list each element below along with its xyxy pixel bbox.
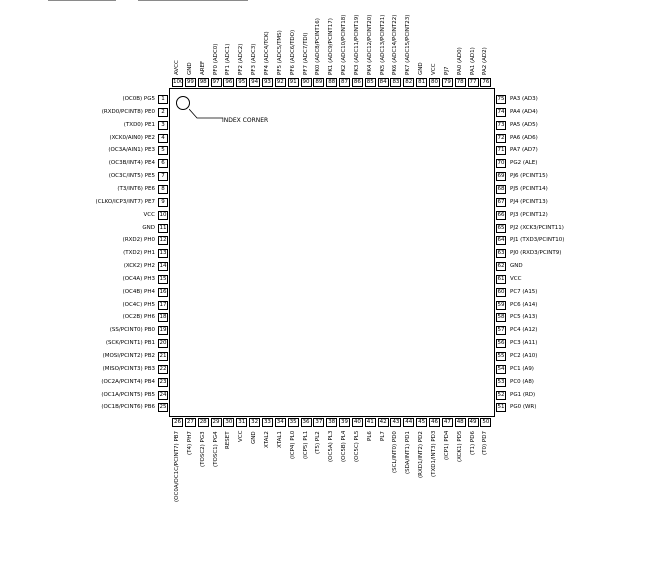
pin-label: PF2 (ADC2) (238, 43, 245, 75)
pin-label: PC1 (A9) (510, 365, 534, 372)
pin-label: (OC4A) PH3 (122, 275, 155, 282)
pin-label: PL6 (366, 431, 373, 441)
pin-label: GND (510, 263, 523, 270)
pin-number: 53 (497, 378, 505, 385)
pin-number: 43 (392, 419, 400, 425)
pin-label: XTAL1 (276, 431, 283, 448)
pin-number: 98 (199, 79, 207, 85)
pin-number: 15 (159, 275, 167, 282)
pin-label: PC6 (A14) (510, 301, 538, 308)
pin-label: PJ3 (PCINT12) (510, 211, 548, 218)
pin-label: (OC4C) PH5 (122, 301, 155, 308)
pin-label: (T5) PL2 (315, 431, 322, 454)
pin-label: GND (186, 62, 193, 75)
pin-number: 73 (497, 121, 505, 128)
pin-number: 57 (497, 327, 505, 334)
pin-number: 29 (212, 419, 220, 425)
pin-number: 54 (497, 365, 505, 372)
pin-label: PJ1 (TXD3/PCINT10) (510, 237, 565, 244)
pin-number: 95 (238, 79, 246, 85)
pin-number: 35 (289, 419, 297, 425)
pin-label: GND (418, 62, 425, 75)
pin-label: PF5 (ADC5/TMS) (276, 30, 283, 75)
pin-number: 71 (497, 147, 505, 154)
pin-number: 28 (199, 419, 207, 425)
pin-number: 66 (497, 211, 505, 218)
pin-number: 21 (159, 353, 167, 359)
pin-label: PC4 (A12) (510, 327, 538, 334)
pin-label: (OC1B/PCINT6) PB6 (101, 404, 155, 411)
pin-number: 1 (158, 95, 168, 104)
pin-label: PK2 (ADC10/PCINT18) (341, 14, 348, 75)
pin-label: PK1 (ADC9/PCINT17) (328, 18, 335, 75)
pin-label: (ICP5) PL1 (302, 430, 309, 459)
pin-label: PL7 (379, 431, 386, 441)
pin-number: 96 (225, 79, 233, 85)
pin-number: 50 (482, 419, 490, 425)
pin-number: 76 (482, 79, 490, 85)
pin-label: PA6 (AD6) (510, 134, 538, 141)
pin-number: 32 (251, 419, 259, 425)
pin-label: (TXD2) PH1 (123, 250, 155, 257)
pin-label: (OC0B) PG5 (122, 96, 155, 102)
pin-number: 26 (174, 419, 181, 425)
pin-number: 86 (353, 79, 361, 85)
pin-label: (OC3B/INT4) PE4 (108, 160, 155, 167)
pin-label: PG2 (ALE) (510, 160, 538, 167)
pin-number: 20 (159, 340, 167, 347)
pin-number: 80 (431, 79, 438, 85)
pin-number: 65 (497, 224, 505, 231)
pin-label: (RXD1/INT2) PD2 (418, 431, 425, 478)
pin-number: 97 (212, 79, 220, 85)
pin-label: (T1) PD6 (469, 431, 476, 455)
pin-number: 87 (341, 79, 349, 85)
top-rule-left (48, 0, 116, 1)
pin-number: 58 (497, 314, 505, 321)
pin-number: 11 (159, 224, 167, 231)
pin-number: 67 (497, 198, 505, 205)
pin-label: PG0 (WR) (510, 404, 537, 411)
pin-number: 68 (497, 185, 505, 192)
pin-number: 17 (159, 301, 167, 308)
pin-number: 59 (497, 301, 505, 308)
pin-number: 40 (353, 419, 361, 425)
pin-number: 72 (497, 134, 505, 141)
pin-label: (TXD1/INT3) PD3 (431, 430, 437, 477)
pin-label: PF4 (ADC4/TCK) (263, 31, 270, 75)
pin-label: PA4 (AD4) (510, 108, 538, 115)
pin-label: PC5 (A13) (510, 314, 538, 321)
pin-label: (CLKO/ICP3/INT7) PE7 (95, 198, 155, 205)
pin-number: 46 (431, 419, 438, 425)
pin-number: 60 (497, 288, 505, 295)
pin-number: 16 (159, 288, 167, 295)
pin-number: 47 (443, 419, 451, 425)
pin-number: 42 (379, 419, 387, 425)
pin-number: 22 (159, 365, 167, 372)
pin-number: 63 (497, 250, 505, 257)
pin-label: PF0 (ADC0) (212, 43, 219, 75)
pin-label: PK4 (ADC12/PCINT20) (366, 14, 373, 75)
pin-label: (SCK/PCINT1) PB1 (105, 340, 155, 347)
top-rule-right (138, 0, 248, 1)
pin-number: 62 (497, 263, 505, 270)
pin-number: 75 (497, 96, 505, 102)
pin-number: 83 (392, 79, 400, 85)
pin-label: (OC2A/PCINT4) PB4 (101, 378, 155, 385)
pin-number: 70 (497, 160, 505, 167)
pin-number: 90 (302, 79, 310, 85)
pin-number: 64 (497, 237, 505, 244)
pin-label: VCC (143, 211, 155, 218)
pin-number: 82 (405, 79, 413, 85)
pin-label: (SDA/INT1) PD1 (405, 431, 412, 474)
pin-label: PK3 (ADC11/PCINT19) (353, 14, 360, 75)
pin-label: PF3 (ADC3) (251, 43, 258, 75)
pin-label: (OC5C) PL5 (353, 430, 360, 462)
pin-label: (TXD0) PE1 (123, 121, 155, 128)
pin-label: (SCL/INT0) PD0 (392, 431, 399, 473)
pin-number: 56 (497, 340, 505, 347)
pin-label: VCC (510, 275, 522, 282)
pin-label: PK5 (ADC13/PCINT21) (379, 14, 386, 75)
pin-label: PF7 (ADC7/TDI) (302, 32, 309, 75)
pin-label: (OC4B) PH4 (122, 288, 155, 295)
pin-label: RESET (225, 431, 232, 449)
pin-number: 81 (418, 79, 426, 85)
pin-number: 12 (159, 237, 167, 244)
pin-number: 7 (158, 172, 168, 181)
pin-label: (OC5A) PL3 (328, 430, 335, 462)
pin-number: 92 (276, 79, 284, 85)
pin-number: 18 (159, 314, 167, 321)
pin-number: 88 (328, 79, 336, 85)
pin-number: 94 (251, 79, 259, 85)
pin-number: 100 (173, 79, 184, 85)
pin-label: GND (142, 224, 155, 231)
chip-package (169, 88, 495, 417)
pin-label: PA3 (AD3) (510, 96, 538, 102)
pin-label: PJ2 (XCK3/PCINT11) (510, 224, 564, 231)
pin-number: 31 (238, 419, 246, 425)
pin-label: PK0 (ADC8/PCINT16) (315, 18, 322, 75)
pin-number: 48 (456, 419, 464, 425)
pin-number: 24 (159, 391, 167, 398)
pin-number: 91 (289, 79, 297, 85)
pin-label: PJ4 (PCINT13) (510, 198, 548, 205)
pin-label: (XCK1) PD5 (456, 430, 463, 462)
pin-label: PA2 (AD2) (482, 47, 489, 75)
pin-number: 5 (158, 146, 168, 155)
pin-label: PA1 (AD1) (469, 47, 476, 75)
pin-label: PG1 (RD) (510, 391, 536, 398)
pin-number: 34 (276, 419, 284, 425)
pin-label: VCC (238, 430, 245, 442)
pin-number: 39 (341, 419, 349, 425)
pin-number: 51 (497, 404, 505, 411)
pin-number: 61 (497, 275, 505, 282)
pin-label: (ICP1) PD4 (443, 430, 450, 460)
pin-number: 77 (469, 79, 477, 85)
pin-number: 49 (469, 419, 477, 425)
pin-label: AVCC (174, 60, 180, 75)
pin-number: 9 (158, 198, 168, 207)
pin-number: 85 (366, 79, 374, 85)
pin-number: 8 (158, 185, 168, 194)
pin-number: 3 (158, 121, 168, 130)
pin-label: PA7 (AD7) (510, 147, 538, 154)
pin-number: 27 (186, 419, 194, 425)
pin-label: (OC5B) PL4 (341, 430, 348, 462)
pin-label: PA0 (AD0) (456, 47, 463, 75)
pin-number: 52 (497, 391, 505, 398)
pin-label: PF6 (ADC6/TDO) (289, 29, 296, 75)
pin-number: 23 (159, 378, 167, 385)
pin-number: 13 (159, 250, 167, 257)
pin-label: PJ6 (PCINT15) (510, 173, 548, 180)
pin-label: PJ5 (PCINT14) (510, 185, 548, 192)
pin-label: PC0 (A8) (510, 378, 534, 385)
pin-number: 19 (159, 327, 167, 334)
pin-label: (TOSC2) PG3 (199, 431, 206, 467)
pin-number: 36 (302, 419, 310, 425)
pin-label: (T0) PD7 (482, 431, 489, 455)
pin-label: (T4) PH7 (186, 431, 193, 455)
pin-label: (RXD2) PH0 (122, 237, 155, 244)
pin-label: (SS/PCINT0) PB0 (109, 327, 155, 334)
index-corner-label: INDEX CORNER (222, 117, 269, 124)
pin-label: PJ7 (443, 66, 450, 75)
pin-number: 25 (159, 404, 167, 411)
pin-label: (OC1A/PCINT5) PB5 (101, 391, 155, 398)
pin-label: PF1 (ADC1) (225, 43, 232, 75)
pin-number: 10 (159, 211, 167, 218)
pin-label: PK7 (ADC15/PCINT23) (405, 14, 412, 75)
pin-number: 93 (263, 79, 271, 85)
pin-label: PC3 (A11) (510, 340, 538, 347)
pin-label: XTAL2 (263, 431, 270, 448)
pin-number: 79 (443, 79, 451, 85)
pin-label: (OC3A/AIN1) PE3 (108, 147, 155, 154)
pin-label: (T3/INT6) PE6 (117, 185, 155, 192)
pin-label: PC7 (A15) (510, 288, 538, 295)
pin-number: 78 (456, 79, 464, 85)
pin-number: 44 (405, 419, 413, 425)
pin-number: 99 (186, 79, 194, 85)
pin-label: (RXD0/PCINT8) PE0 (101, 108, 155, 115)
pin-label: (OC3C/INT5) PE5 (108, 173, 155, 180)
pin-label: PK6 (ADC14/PCINT22) (392, 14, 399, 75)
pin-label: (ICP4) PL0 (289, 430, 296, 459)
pin-number: 6 (158, 159, 168, 168)
pin-number: 55 (497, 353, 505, 359)
pin-number: 41 (366, 419, 374, 425)
pin-label: (XCK2) PH2 (123, 263, 155, 270)
pin-label: GND (251, 431, 258, 444)
pin-label: (MOSI/PCINT2) PB2 (102, 353, 155, 359)
pin-label: (TOSC1) PG4 (212, 431, 219, 467)
pin-label: PA5 (AD5) (510, 121, 538, 128)
pin-number: 38 (328, 419, 336, 425)
pin-number: 89 (315, 79, 323, 85)
pin-number: 2 (158, 108, 168, 117)
pin-number: 84 (379, 79, 387, 85)
pin-label: VCC (431, 63, 437, 75)
pin-number: 74 (497, 108, 505, 115)
pin-number: 30 (225, 419, 233, 425)
pin-number: 4 (158, 134, 168, 143)
pin-label: PJ0 (RXD3/PCINT9) (510, 250, 562, 257)
pin-label: (XCK0/AIN0) PE2 (109, 134, 155, 141)
pin-label: (OC0A/OC1C/PCINT7) PB7 (174, 430, 180, 502)
index-corner-marker (176, 96, 190, 110)
pin-number: 45 (418, 419, 426, 425)
pin-number: 14 (159, 263, 167, 270)
pin-label: (MISO/PCINT3) PB3 (102, 365, 155, 372)
pin-number: 69 (497, 173, 505, 180)
pin-label: (OC2B) PH6 (122, 314, 155, 321)
pin-number: 33 (263, 419, 271, 425)
pin-label: PC2 (A10) (510, 353, 538, 359)
pin-number: 37 (315, 419, 323, 425)
pin-label: AREF (199, 60, 206, 75)
